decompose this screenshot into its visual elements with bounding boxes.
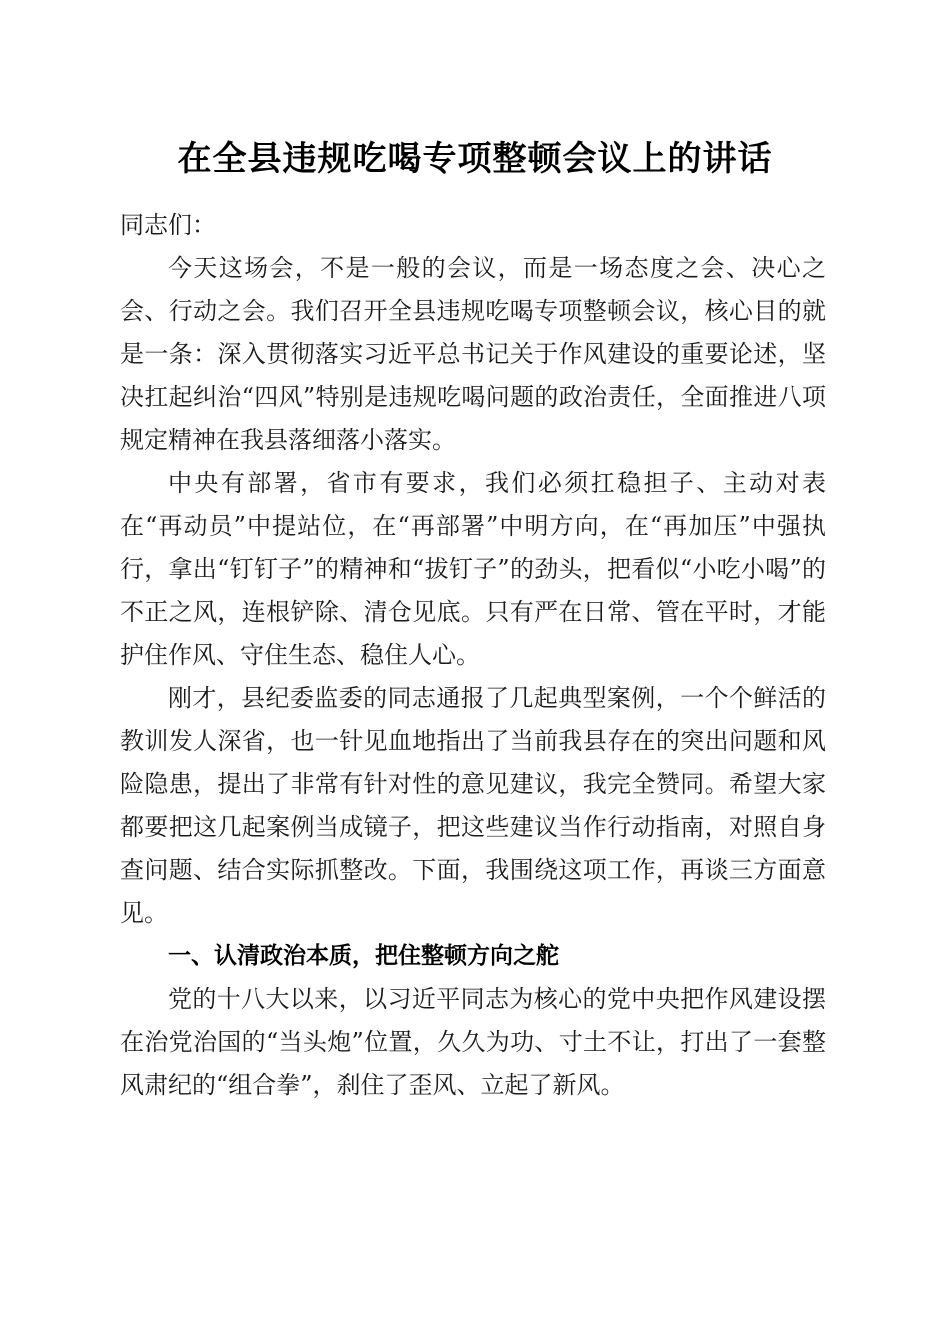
paragraph-case-review: 刚才，县纪委监委的同志通报了几起典型案例，一个个鲜活的教训发人深省，也一针见血地指出了当前我县存在的突出问题和风险隐患，提出了非常有针对性的意见建议，我完全赞同。希望大家都要把这几起案例当成镜子，把这些建议当作行动指南，对照自身查问题、结合实际抓整改。下面，我围绕这项工作，再谈三方面意见。 [120,684,826,927]
document-title: 在全县违规吃喝专项整顿会议上的讲话 [177,139,773,179]
paragraph-section-one: 党的十八大以来，以习近平同志为核心的党中央把作风建设摆在治党治国的“当头炮”位置，久久为功、寸土不让，打出了一套整风肃纪的“组合拳”，刹住了歪风、立起了新风。 [120,985,826,1099]
paragraph-requirements: 中央有部署，省市有要求，我们必须扛稳担子、主动对表在“再动员”中提站位，在“再部署”中明方向，在“再加压”中强执行，拿出“钉钉子”的精神和“拔钉子”的劲头，把看似“小吃小喝”的不正之风，连根铲除、清仓见底。只有严在日常、管在平时，才能护住作风、守住生态、稳住人心。 [120,469,826,669]
document-body [120,204,826,1107]
salutation: 同志们： [120,211,216,239]
paragraph-opening: 今天这场会，不是一般的会议，而是一场态度之会、决心之会、行动之会。我们召开全县违规吃喝专项整顿会议，核心目的就是一条：深入贯彻落实习近平总书记关于作风建设的重要论述，坚决扛起纠治“四风”特别是违规吃喝问题的政治责任，全面推进八项规定精神在我县落细落小落实。 [120,254,826,454]
section-heading: 一、认清政治本质，把住整顿方向之舵 [168,943,559,969]
